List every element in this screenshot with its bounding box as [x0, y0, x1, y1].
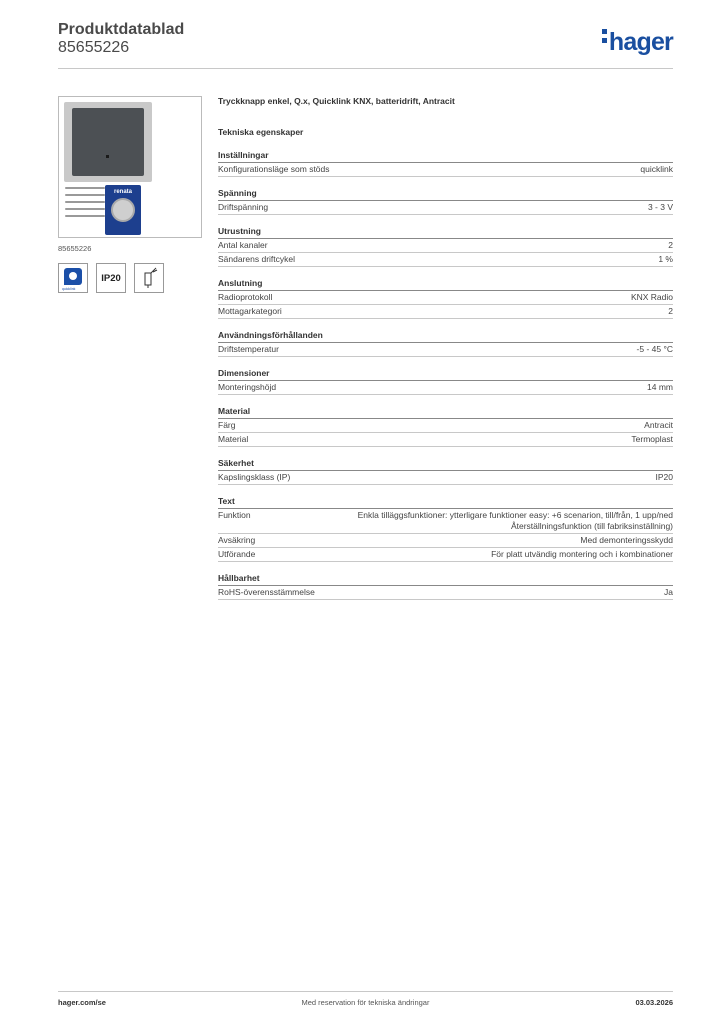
spec-label: Sändarens driftcykel: [218, 254, 296, 264]
spec-section: [218, 329, 673, 357]
main-content: [218, 96, 673, 610]
spec-value: IP20: [655, 472, 673, 482]
spec-label: Material: [218, 434, 249, 444]
spec-row: [218, 586, 673, 600]
section-title: Användningsförhållanden: [218, 329, 673, 343]
page-header: [58, 21, 673, 69]
section-title: Anslutning: [218, 277, 673, 291]
spec-value: -5 - 45 °C: [636, 344, 673, 354]
spec-row: [218, 253, 673, 267]
spec-label: Färg: [218, 420, 236, 430]
spec-label: Konfigurationsläge som stöds: [218, 164, 330, 174]
spec-section: [218, 495, 673, 562]
spec-row: [218, 534, 673, 548]
spec-section: [218, 405, 673, 447]
spec-section: [218, 457, 673, 485]
spec-value: Med demonteringsskydd: [580, 535, 673, 545]
installation-icon: [134, 263, 164, 293]
spec-label: Monteringshöjd: [218, 382, 277, 392]
spec-value: Termoplast: [631, 434, 673, 444]
spec-section: [218, 572, 673, 600]
spec-value: 3 - 3 V: [647, 202, 673, 212]
spec-value: För platt utvändig montering och i kombinationer: [491, 549, 673, 559]
spec-value: quicklink: [640, 164, 673, 174]
section-title: Dimensioner: [218, 367, 673, 381]
switch-rocker: [72, 108, 144, 176]
spec-section: [218, 149, 673, 177]
spec-row: [218, 433, 673, 447]
section-title: Utrustning: [218, 225, 673, 239]
footer-date: 03.03.2026: [635, 998, 673, 1007]
spec-section: [218, 367, 673, 395]
spec-label: Driftspänning: [218, 202, 269, 212]
spec-label: Antal kanaler: [218, 240, 268, 250]
spec-row: [218, 239, 673, 253]
spec-row: [218, 201, 673, 215]
document-number: 85655226: [58, 39, 130, 56]
logo-text: hager: [608, 28, 673, 56]
spec-row: [218, 419, 673, 433]
spec-label: RoHS-överensstämmelse: [218, 587, 315, 597]
spec-row: [218, 381, 673, 395]
spec-value: Enkla tilläggsfunktioner: ytterligare funktioner easy: +6 scenarion, till/från, 1 upp/ned Återställningsfunktion (till fabriksinställning): [357, 510, 673, 531]
spec-value: 1 %: [658, 254, 673, 264]
section-title: Säkerhet: [218, 457, 673, 471]
spec-section: [218, 225, 673, 267]
spec-label: Kapslingsklass (IP): [218, 472, 291, 482]
spec-value: Antracit: [644, 420, 673, 430]
quicklink-logo-icon: quicklink: [58, 263, 88, 293]
spec-label: Mottagarkategori: [218, 306, 282, 316]
logo-colon-icon: [602, 29, 607, 47]
footer-divider: [58, 991, 673, 992]
footer-website-link[interactable]: hager.com/se: [58, 998, 106, 1007]
switch-frame: [64, 102, 152, 182]
spec-value: Ja: [664, 587, 673, 597]
spec-value: 2: [668, 306, 673, 316]
product-image: [58, 96, 202, 238]
spec-label: Avsäkring: [218, 535, 256, 545]
tech-heading: Tekniska egenskaper: [218, 127, 304, 137]
spec-value: KNX Radio: [630, 292, 673, 302]
battery-brand: renata: [113, 189, 132, 195]
spec-row: [218, 471, 673, 485]
coin-battery-icon: [111, 198, 135, 222]
product-name: Tryckknapp enkel, Q.x, Quicklink KNX, batteridrift, Antracit: [218, 96, 455, 106]
spec-row: [218, 343, 673, 357]
ip20-badge: IP20: [96, 263, 126, 293]
footer-disclaimer: Med reservation för tekniska ändringar: [301, 998, 430, 1007]
spec-section: [218, 277, 673, 319]
section-title: Spänning: [218, 187, 673, 201]
battery-package: [105, 185, 141, 235]
spec-row: [218, 305, 673, 319]
document-title: Produktdatablad: [58, 21, 185, 38]
spec-row: [218, 509, 673, 534]
hager-logo[interactable]: [602, 29, 673, 55]
spec-row: [218, 291, 673, 305]
section-title: Material: [218, 405, 673, 419]
spec-row: [218, 163, 673, 177]
section-title: Inställningar: [218, 149, 673, 163]
product-image-caption: 85655226: [58, 244, 92, 253]
spec-label: Radioprotokoll: [218, 292, 273, 302]
spec-row: [218, 548, 673, 562]
mounting-screws: [65, 187, 105, 227]
spec-value: 14 mm: [647, 382, 673, 392]
spec-label: Driftstemperatur: [218, 344, 279, 354]
section-title: Text: [218, 495, 673, 509]
spec-value: 2: [668, 240, 673, 250]
header-divider: [58, 68, 673, 69]
spec-label: Funktion: [218, 510, 251, 520]
section-title: Hållbarhet: [218, 572, 673, 586]
spec-label: Utförande: [218, 549, 256, 559]
spec-sections: [218, 149, 673, 600]
spec-section: [218, 187, 673, 215]
switch-led: [106, 155, 109, 158]
